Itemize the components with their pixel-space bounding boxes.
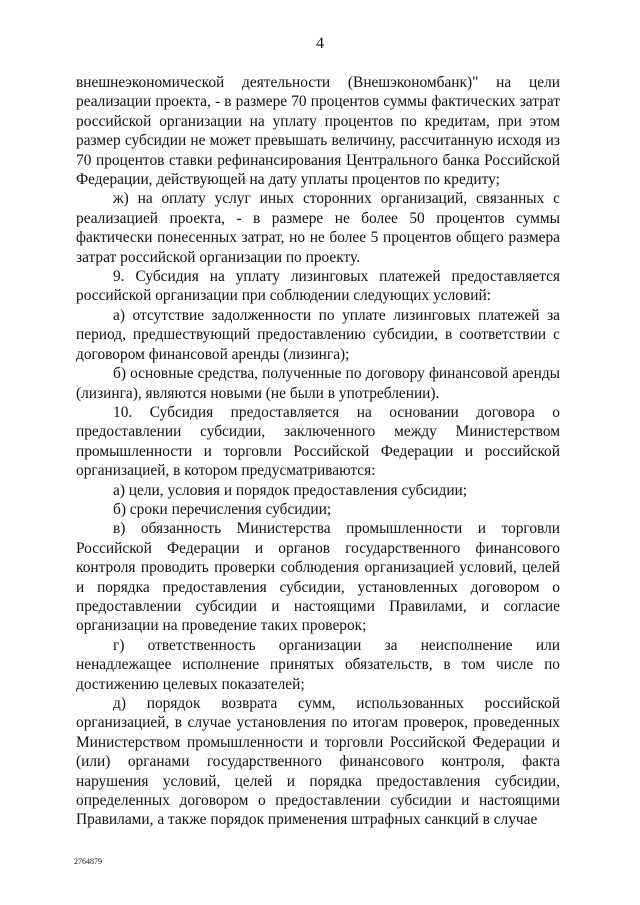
paragraph-clause-9: 9. Субсидия на уплату лизинговых платежей предоставляется российской организации при соблюдении следующих условий: <box>76 268 560 305</box>
paragraph-clause-10-item-a: а) цели, условия и порядок предоставления субсидии; <box>113 481 468 499</box>
document-body <box>76 73 560 830</box>
paragraph-item-zh: ж) на оплату услуг иных сторонних организаций, связанных с реализацией проекта, - в размере не более 50 процентов суммы фактически понесенных затрат, но не более 5 процентов общего размера затрат российской организации по проекту. <box>76 190 560 266</box>
paragraph-clause-9-item-b: б) основные средства, полученные по договору финансовой аренды (лизинга), являются новыми (не были в употреблении). <box>76 365 560 402</box>
paragraph-clause-9-item-a: а) отсутствие задолженности по уплате лизинговых платежей за период, предшествующий предоставлению субсидии, в соответствии с договором финансовой аренды (лизинга); <box>76 306 560 363</box>
paragraph-clause-10-item-g: г) ответственность организации за неисполнение или ненадлежащее исполнение принятых обязательств, в том числе по достижению целевых показателей; <box>76 636 560 693</box>
paragraph-clause-10-item-v: в) обязанность Министерства промышленности и торговли Российской Федерации и органов государственного финансового контроля проводить проверки соблюдения организацией условий, целей и порядка предоставления субсидии, установленных договором о предоставлении субсидии и настоящими Правилами, и согласие организации на проведение таких проверок; <box>76 520 560 635</box>
page-number: 4 <box>316 35 324 52</box>
paragraph-continuation: внешнеэкономической деятельности (Внешэкономбанк)" на цели реализации проекта, - в размере 70 процентов суммы фактических затрат российской организации на уплату процентов по кредитам, при этом размер субсидии не может превышать величину, рассчитанную исходя из 70 процентов ставки рефинансирования Центрального банка Российской Федерации, действующей на дату уплаты процентов по кредиту; <box>76 74 560 189</box>
document-code: 2764879 <box>74 857 102 866</box>
paragraph-clause-10: 10. Субсидия предоставляется на основании договора о предоставлении субсидии, заключенного между Министерством промышленности и торговли Российской Федерации и российской организацией, в котором предусматриваются: <box>76 403 560 480</box>
paragraph-clause-10-item-b: б) сроки перечисления субсидии; <box>113 500 332 518</box>
paragraph-clause-10-item-d: д) порядок возврата сумм, использованных российской организацией, в случае установления по итогам проверок, проведенных Министерством промышленности и торговли Российской Федерации и (или) органами государственного финансового контроля, факта нарушения условий, целей и порядка предоставления субсидии, определенных договором о предоставлении субсидии и настоящими Правилами, а также порядок применения штрафных санкций в случае <box>76 695 560 829</box>
